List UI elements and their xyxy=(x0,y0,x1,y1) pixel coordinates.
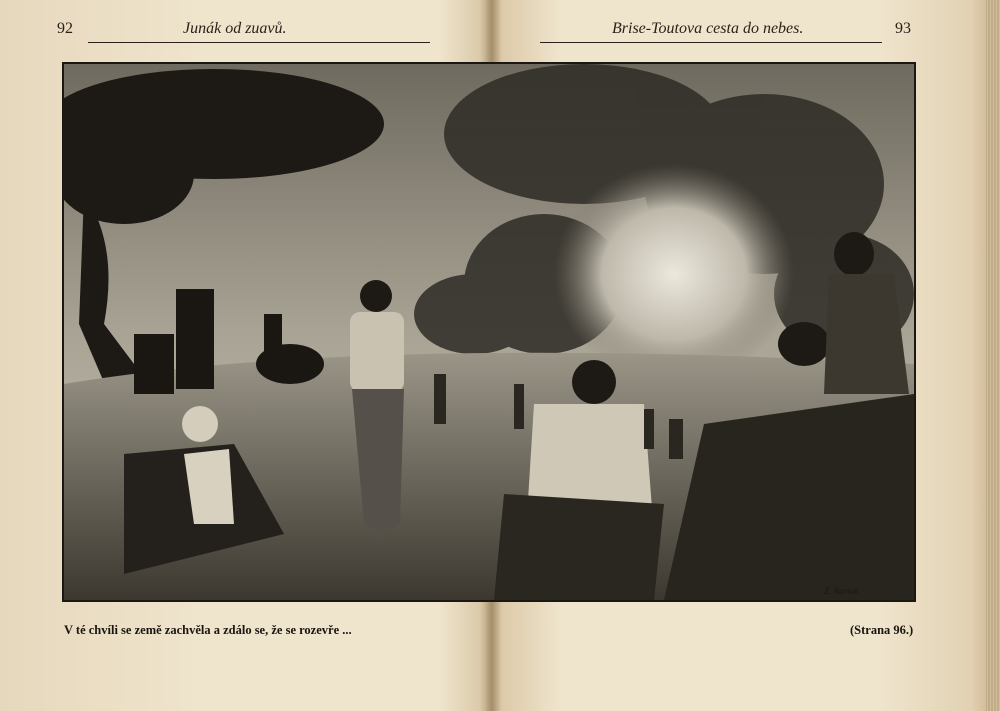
left-header-rule xyxy=(88,42,430,43)
page-edges xyxy=(986,0,1000,711)
left-running-head: Junák od zuavů. xyxy=(183,20,287,37)
caption-text: V té chvíli se země zachvěla a zdálo se, že se rozevře ... xyxy=(64,623,352,637)
artist-signature: Z. Burian xyxy=(824,586,859,596)
battle-illustration xyxy=(62,62,916,602)
caption-page-reference: (Strana 96.) xyxy=(850,623,914,637)
illustration-drawing xyxy=(64,64,914,600)
left-page-number: 92 xyxy=(57,20,73,37)
right-header-rule xyxy=(540,42,882,43)
explosion-glow xyxy=(554,164,794,384)
right-page-number: 93 xyxy=(895,20,911,37)
right-running-head: Brise-Toutova cesta do nebes. xyxy=(612,20,804,37)
